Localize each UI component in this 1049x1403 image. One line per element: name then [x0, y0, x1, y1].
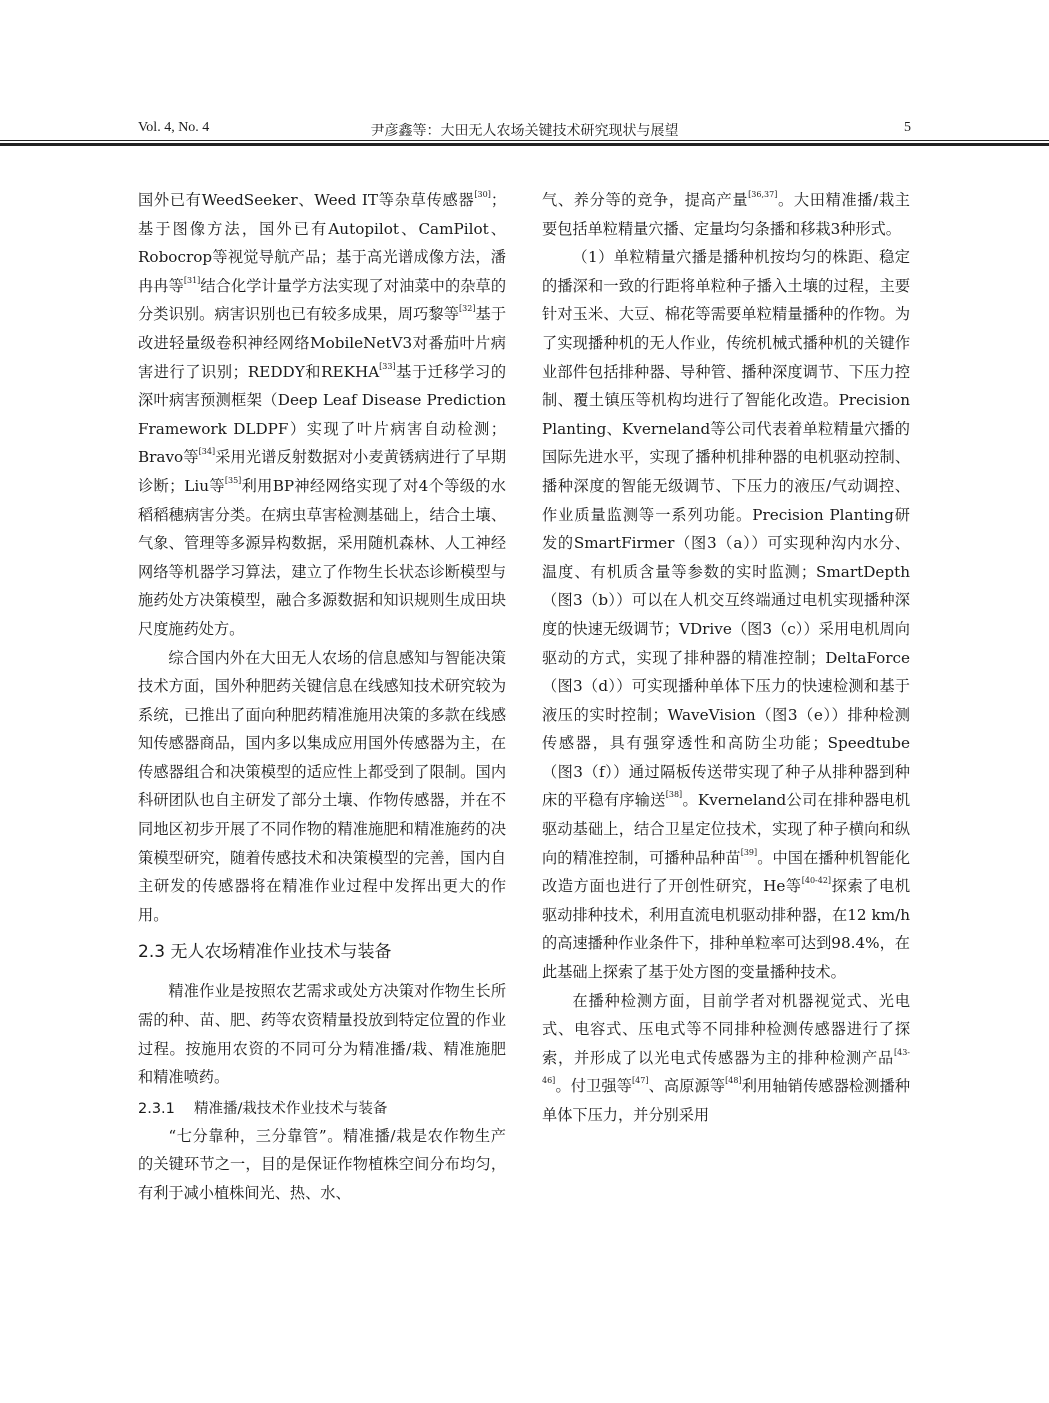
citation[interactable]: [31] — [183, 275, 201, 285]
page-number: 5 — [904, 120, 911, 135]
paragraph-single-seed: （1）单粒精量穴播是播种机按均匀的株距、稳定的播深和一致的行距将单粒种子播入土壤的过程，主要针对玉米、大豆、棉花等需要单粒精量播种的作物。为了实现播种机的无人作业，传统机械式播种机的关键作业部件包括排种器、导种管、播种深度调节、下压力控制、覆土镇压等机构均进行了智能化改造。Precision Planting、Kverneland等公司代表着单粒精量穴播的国际先进水平，实现了播种机排种器的电机驱动控制、播种深度的智能无级调节、下压力的液压/气动调控、作业质量监测等一系列功能。Precision Planting研发的SmartFirmer（图3（a））可实现种沟内水分、温度、有机质含量等参数的实时监测；SmartDepth（图3（b））可以在人机交互终端通过电机实现播种深度的快速无级调节；VDrive（图3（c））采用电机周向驱动的方式，实现了排种器的精准控制；DeltaForce（图3（d））可实现播种单体下压力的快速检测和基于液压的实时控制；WaveVision（图3（e））排种检测传感器，具有强穿透性和高防尘功能；Speedtube（图3（f））通过隔板传送带实现了种子从排种器到种床的平稳有序输送[38]。Kverneland公司在排种器电机驱动基础上，结合卫星定位技术，实现了种子横向和纵向的精准控制，可播种品种苗[39]。中国在播种机智能化改造方面也进行了开创性研究，He等[40-42]探索了电机驱动排种技术，利用直流电机驱动排种器，在12 km/h的高速播种作业条件下，排种单粒率可达到98.4%，在此基础上探索了基于处方图的变量播种技术。 — [542, 248, 911, 982]
paragraph-seeding-detection: 在播种检测方面，目前学者对机器视觉式、光电式、电容式、压电式等不同排种检测传感器进行了探索，并形成了以光电式传感器为主的排种检测产品[43-46]。付卫强等[47]、高原源等[48]利用轴销传感器检测播种单体下压力，并分别采用 — [542, 991, 911, 1124]
left-column — [138, 186, 506, 1208]
header-rule-thin — [0, 140, 1049, 141]
header-rule-thick — [0, 143, 1049, 146]
citation[interactable]: [40-42] — [801, 876, 832, 886]
citation[interactable]: [36,37] — [748, 190, 778, 199]
citation[interactable]: [35] — [224, 475, 242, 485]
citation[interactable]: [38] — [665, 790, 683, 800]
citation[interactable]: [43-46] — [542, 1047, 910, 1086]
subsection-heading — [138, 1096, 506, 1122]
citation[interactable]: [47] — [632, 1076, 649, 1086]
right-column — [542, 186, 910, 1130]
running-header — [138, 116, 911, 140]
paragraph-seeding-intro: “七分靠种，三分靠管”。精准播/栽是农作物生产的关键环节之一，目的是保证作物植株空间分布均匀，有利于减小植株间光、热、水、 — [138, 1126, 506, 1202]
citation[interactable]: [33] — [379, 361, 396, 371]
paragraph-summary: 综合国内外在大田无人农场的信息感知与智能决策技术方面，国外种肥药关键信息在线感知技术研究较为系统，已推出了面向种肥药精准施用决策的多款在线感知传感器商品，国内多以集成应用国外传感器为主，在传感器组合和决策模型的适应性上都受到了限制。国内科研团队也自主研发了部分土壤、作物传感器，并在不同地区初步开展了不同作物的精准施肥和精准施药的决策模型研究，随着传感技术和决策模型的完善，国内自主研发的传感器将在精准作业过程中发挥出更大的作用。 — [138, 648, 506, 924]
citation[interactable]: [48] — [725, 1076, 742, 1086]
paragraph-seeding-continued: 气、养分等的竞争，提高产量[36,37]。大田精准播/栽主要包括单粒精量穴播、定量均匀条播和移栽3种形式。 — [542, 190, 910, 238]
subsection-number: 2.3.1 — [138, 1100, 175, 1117]
subsection-title: 精准播/栽技术作业技术与装备 — [194, 1100, 388, 1117]
section-heading: 2.3 无人农场精准作业技术与装备 — [138, 942, 392, 963]
citation[interactable]: [39] — [740, 847, 758, 857]
citation[interactable]: [30] — [474, 190, 491, 199]
citation[interactable]: [32] — [459, 304, 476, 314]
running-title: 尹彦鑫等：大田无人农场关键技术研究现状与展望 — [370, 124, 679, 139]
journal-volume: Vol. 4, No. 4 — [138, 120, 210, 135]
paragraph-precision-operation: 精准作业是按照农艺需求或处方决策对作物生长所需的种、苗、肥、药等农资精量投放到特定位置的作业过程。按施用农资的不同可分为精准播/栽、精准施肥和精准喷药。 — [138, 982, 506, 1087]
paragraph-pest-detection: 国外已有WeedSeeker、Weed IT等杂草传感器[30]；基于图像方法，国外已有Autopilot、CamPilot、Robocrop等视觉导航产品；基于高光谱成像方法，潘冉冉等[31]结合化学计量学方法实现了对油菜中的杂草的分类识别。病害识别也已有较多成果，周巧黎等[32]基于改进轻量级卷积神经网络MobileNetV3对番茄叶片病害进行了识别；REDDY和REKHA[33]基于迁移学习的深叶病害预测框架（Deep Leaf Disease Prediction Framework DLDPF）实现了叶片病害自动检测；Bravo等[34]采用光谱反射数据对小麦黄锈病进行了早期诊断；Liu等[35]利用BP神经网络实现了对4个等级的水稻稻穗病害分类。在病虫草害检测基础上，结合土壤、气象、管理等多源异构数据，采用随机森林、人工神经网络等机器学习算法，建立了作物生长状态诊断模型与施药处方决策模型，融合多源数据和知识规则生成田块尺度施药处方。 — [138, 190, 507, 638]
citation[interactable]: [34] — [198, 447, 216, 457]
